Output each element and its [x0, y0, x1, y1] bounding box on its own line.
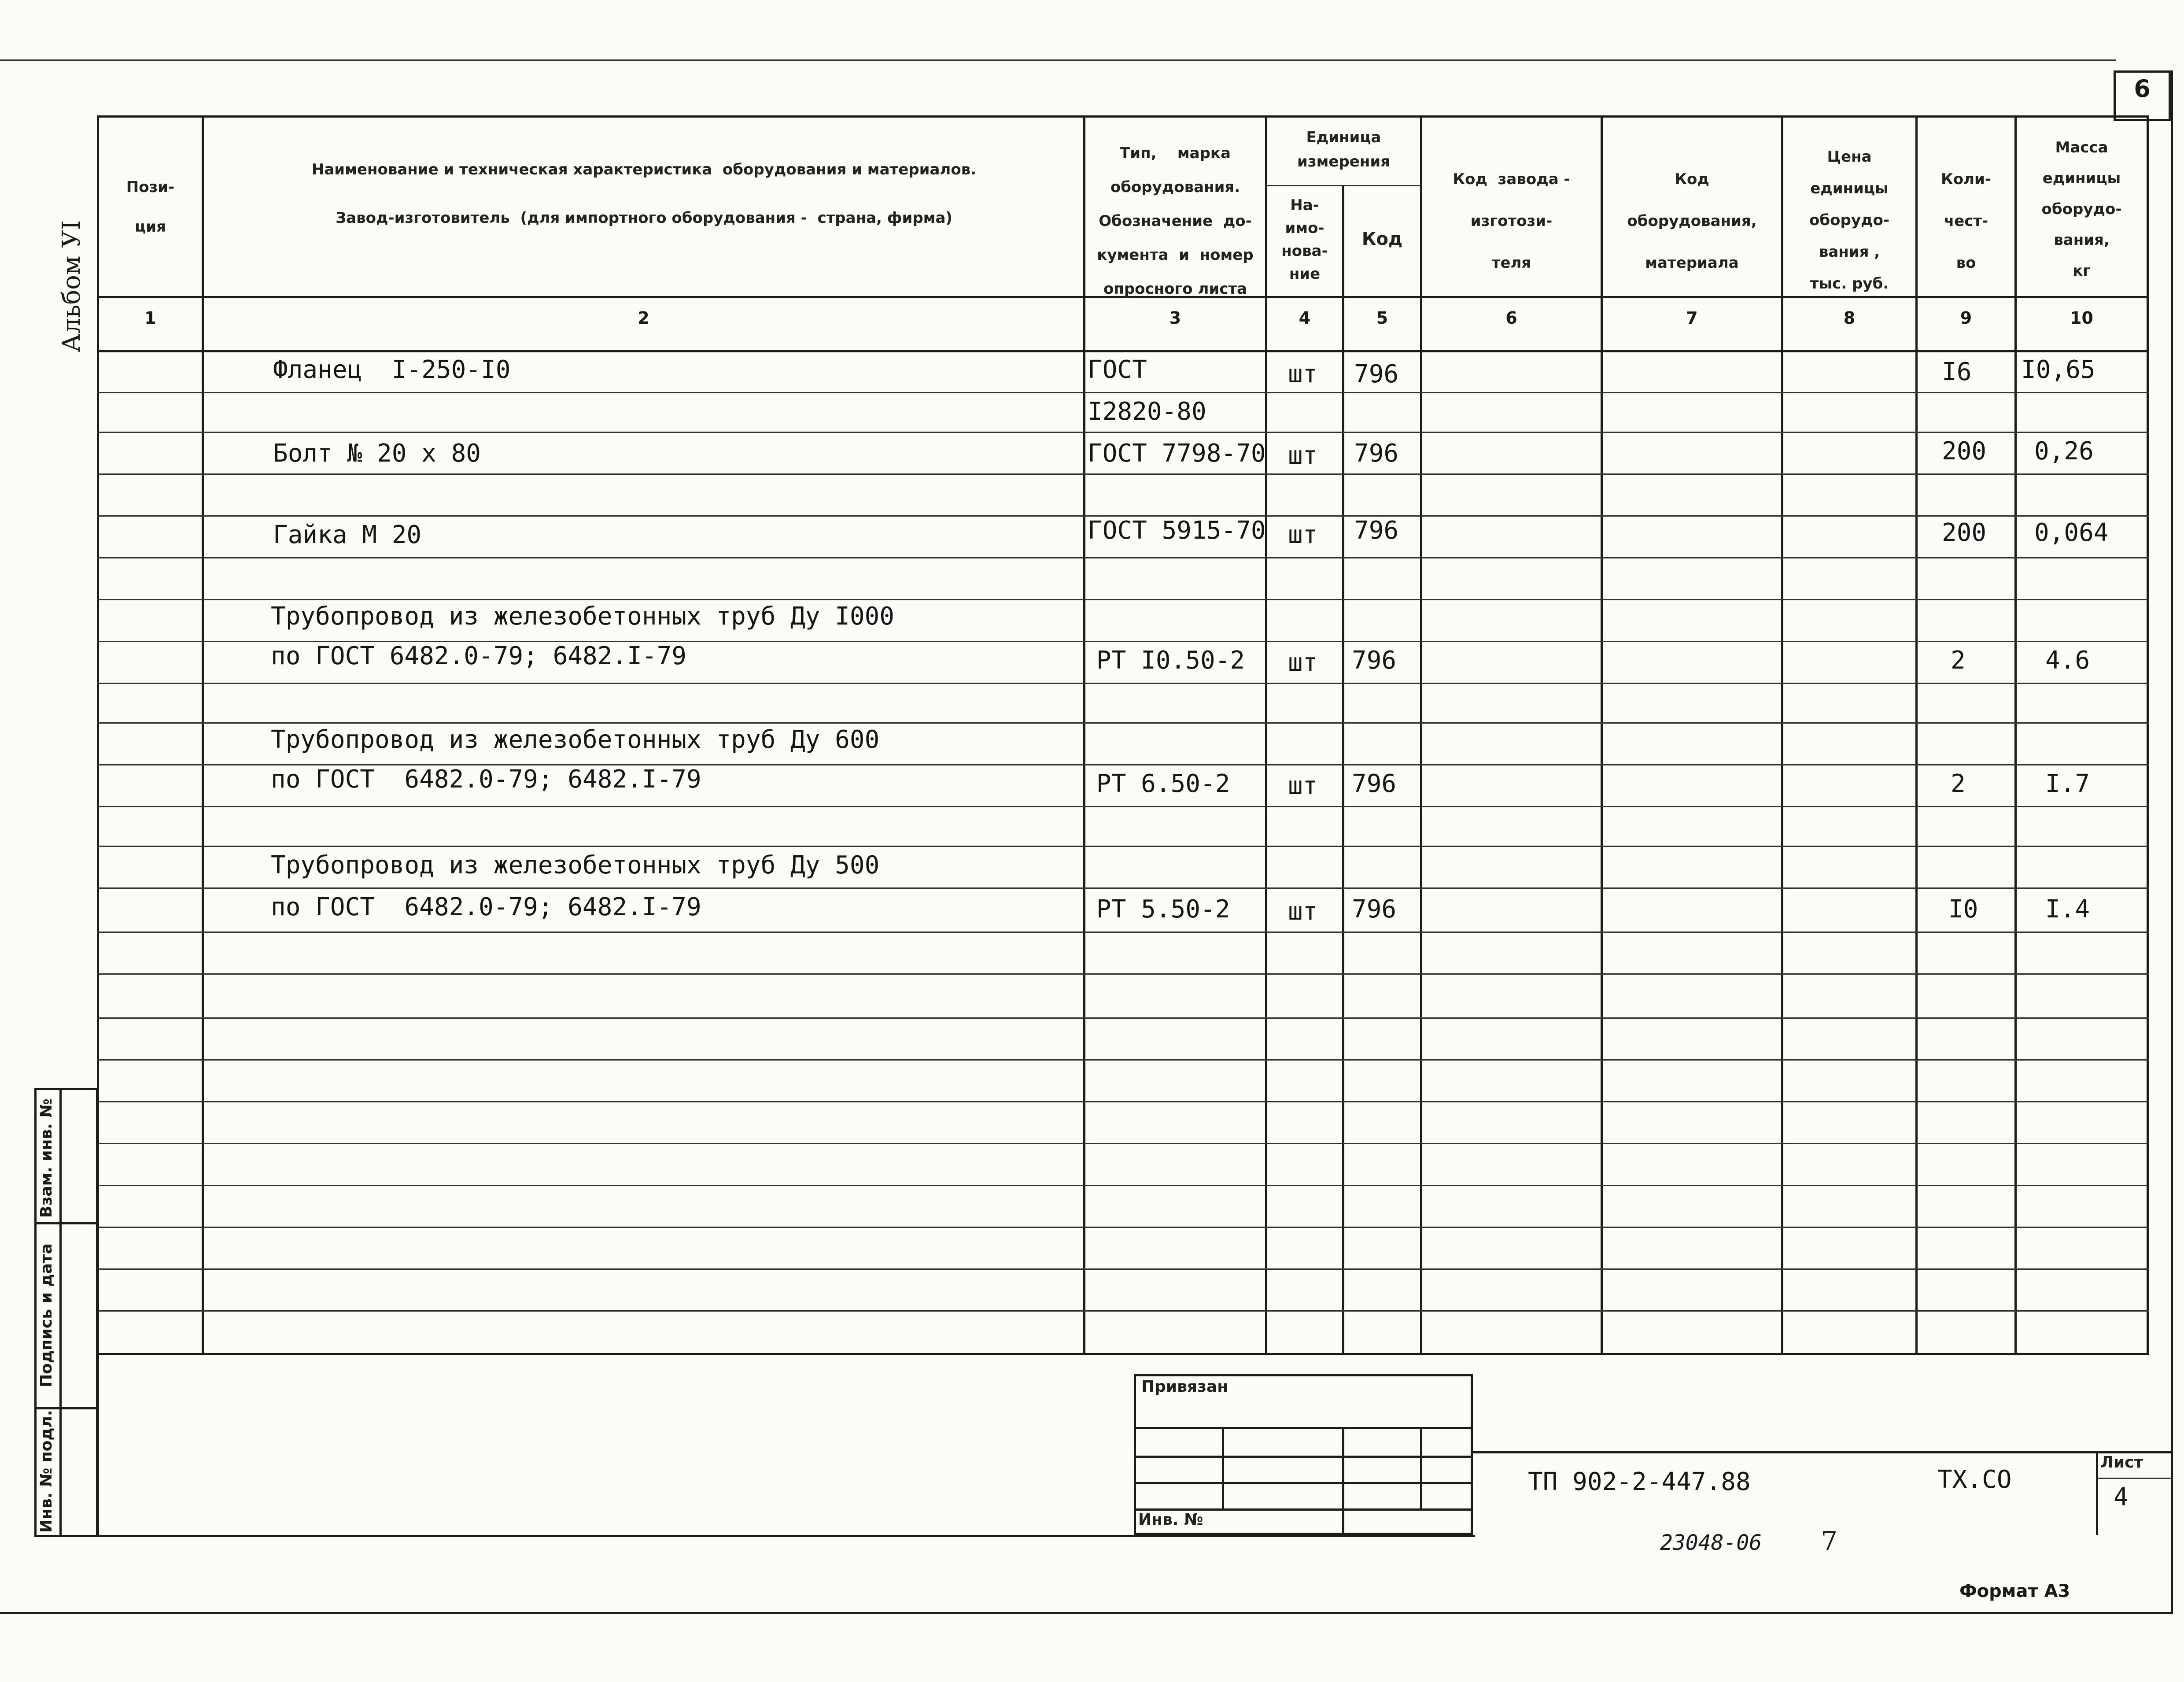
row-qty: I0: [1948, 895, 1978, 924]
row-name: Фланец I-250-I0: [273, 355, 511, 384]
col-number-3: 3: [1169, 308, 1181, 328]
row-name: Болт № 20 х 80: [273, 439, 481, 468]
left-stamp-inv: Инв. № подл.: [37, 1410, 55, 1533]
colnum-bottom-line: [97, 350, 2149, 352]
row-code: 796: [1354, 439, 1399, 468]
row-mass: 0,26: [2034, 437, 2094, 466]
row-qty: 2: [1951, 769, 1966, 798]
row-name: по ГОСТ 6482.0-79; 6482.I-79: [271, 893, 701, 921]
row-gridline: [97, 806, 2149, 807]
row-gridline: [97, 1185, 2149, 1186]
format-label: Формат А3: [1959, 1581, 2070, 1601]
privyazan-label: Привязан: [1141, 1378, 1228, 1396]
table-bottom-line: [97, 1353, 2149, 1355]
row-gridline: [97, 599, 2149, 600]
header-equipment-code: Код оборудования, материала: [1627, 170, 1757, 272]
row-gridline: [97, 683, 2149, 684]
page-bottom-line: [40, 1535, 1475, 1537]
header-unit-code: Код: [1361, 229, 1403, 249]
row-type: РТ I0.50-2: [1096, 646, 1245, 675]
row-gridline: [97, 1101, 2149, 1102]
col-number-1: 1: [144, 308, 156, 328]
left-stamp-divider: [59, 1088, 62, 1537]
row-qty: I6: [1942, 358, 1972, 386]
header-price: Цена единицы оборудо- вания , тыс. руб.: [1809, 148, 1889, 292]
col-divider-7: [1781, 115, 1783, 1355]
row-name: Трубопровод из железобетонных труб Ду 500: [271, 851, 880, 880]
frame-bottom-border: [0, 1612, 2173, 1614]
sheet-label: Лист: [2100, 1453, 2143, 1471]
col-divider-4: [1342, 185, 1344, 1355]
col-divider-9: [2014, 115, 2017, 1355]
row-unit: шт: [1288, 521, 1318, 549]
row-gridline: [97, 1268, 2149, 1270]
header-name-line2: Завод-изготовитель (для импортного оборудования - страна, фирма): [336, 209, 952, 227]
header-mass: Масса единицы оборудо- вания, кг: [2041, 139, 2122, 280]
row-type: ГОСТ: [1088, 355, 1147, 384]
row-qty: 200: [1942, 437, 1987, 466]
row-gridline: [97, 1143, 2149, 1144]
row-gridline: [97, 932, 2149, 933]
row-gridline: [97, 1227, 2149, 1228]
row-code: 796: [1352, 895, 1397, 924]
col-divider-1: [202, 115, 204, 1355]
row-gridline: [97, 557, 2149, 558]
doc-code: ТП 902-2-447.88: [1528, 1468, 1751, 1496]
sheet-box-left: [2096, 1451, 2098, 1535]
col-divider-6: [1601, 115, 1603, 1355]
row-gridline: [97, 392, 2149, 393]
row-gridline: [97, 722, 2149, 724]
header-type: Тип, марка оборудования. Обозначение до- кумента и номер опросного листа: [1097, 144, 1254, 298]
row-gridline: [97, 473, 2149, 475]
col-number-7: 7: [1686, 308, 1698, 328]
row-gridline: [97, 846, 2149, 847]
row-mass: I0,65: [2021, 355, 2095, 384]
col-divider-3: [1265, 115, 1267, 1355]
row-gridline: [97, 1310, 2149, 1312]
header-position: Пози- ция: [126, 178, 175, 236]
inv-no-label: Инв. №: [1138, 1511, 1203, 1529]
left-stamp-line-2: [34, 1407, 98, 1409]
row-mass: I.4: [2045, 895, 2090, 924]
unit-group-divider: [1265, 185, 1420, 186]
footer-serial: 23048-06: [1660, 1530, 1762, 1555]
row-mass: 4.6: [2045, 646, 2090, 675]
row-gridline: [97, 887, 2149, 889]
header-unit-name: На- имо- нова- ние: [1281, 196, 1328, 283]
row-type: ГОСТ 7798-70: [1088, 439, 1266, 468]
frame-right-border: [2171, 70, 2173, 1612]
row-unit: шт: [1288, 648, 1318, 677]
header-name-line1: Наименование и техническая характеристика оборудования и материалов.: [311, 161, 977, 178]
doc-mark: ТХ.СО: [1937, 1465, 2012, 1494]
col-divider-10: [2147, 115, 2149, 1355]
row-mass: 0,064: [2034, 518, 2109, 547]
sheet-number: 4: [2114, 1483, 2129, 1512]
row-code: 796: [1354, 360, 1399, 388]
privyazan-v-1: [1222, 1427, 1224, 1508]
row-gridline: [97, 432, 2149, 433]
header-unit-group: Единица измерения: [1297, 129, 1390, 170]
row-code: 796: [1352, 769, 1397, 798]
col-number-4: 4: [1299, 308, 1311, 328]
privyazan-v-3: [1420, 1427, 1422, 1508]
col-divider-5: [1420, 115, 1422, 1355]
row-unit: шт: [1288, 897, 1318, 926]
row-code: 796: [1352, 646, 1397, 675]
row-name: по ГОСТ 6482.0-79; 6482.I-79: [271, 642, 687, 670]
col-number-6: 6: [1505, 308, 1517, 328]
row-type: ГОСТ 5915-70: [1088, 516, 1266, 545]
frame-top-border: [0, 59, 2116, 61]
col-number-9: 9: [1960, 308, 1972, 328]
row-qty: 200: [1942, 518, 1987, 547]
row-gridline: [97, 1017, 2149, 1019]
left-stamp-line-1: [34, 1222, 98, 1224]
row-type: РТ 5.50-2: [1096, 895, 1230, 924]
header-quantity: Коли- чест- во: [1941, 170, 1991, 272]
col-number-8: 8: [1843, 308, 1856, 328]
row-gridline: [97, 1059, 2149, 1061]
left-stamp-podpis: Подпись и дата: [37, 1243, 55, 1387]
row-type: РТ 6.50-2: [1096, 769, 1230, 798]
row-qty: 2: [1951, 646, 1966, 675]
privyazan-v-2: [1342, 1427, 1344, 1535]
row-code: 796: [1354, 516, 1399, 545]
top-page-number: 6: [2134, 75, 2151, 103]
row-unit: шт: [1288, 360, 1318, 388]
footer-page: 7: [1821, 1526, 1838, 1557]
row-unit: шт: [1288, 441, 1318, 470]
left-stamp-vzam: Взам. инв. №: [37, 1098, 55, 1218]
sheet-box-divider: [2096, 1478, 2171, 1479]
title-block-top: [1473, 1451, 2171, 1453]
col-number-2: 2: [638, 308, 649, 328]
row-name: Гайка М 20: [273, 521, 422, 549]
row-type: I2820-80: [1088, 397, 1206, 426]
row-name: Трубопровод из железобетонных труб Ду 600: [271, 725, 880, 754]
col-divider-8: [1915, 115, 1918, 1355]
row-name: по ГОСТ 6482.0-79; 6482.I-79: [271, 765, 701, 794]
row-name: Трубопровод из железобетонных труб Ду I000: [271, 602, 895, 631]
col-number-5: 5: [1376, 308, 1388, 328]
header-factory-code: Код завода - изготози- теля: [1453, 170, 1570, 272]
row-mass: I.7: [2045, 769, 2090, 798]
row-unit: шт: [1288, 772, 1318, 800]
row-gridline: [97, 973, 2149, 975]
table-top-border: [97, 115, 2149, 118]
album-label: Альбом УI: [57, 220, 86, 352]
col-number-10: 10: [2070, 308, 2093, 328]
